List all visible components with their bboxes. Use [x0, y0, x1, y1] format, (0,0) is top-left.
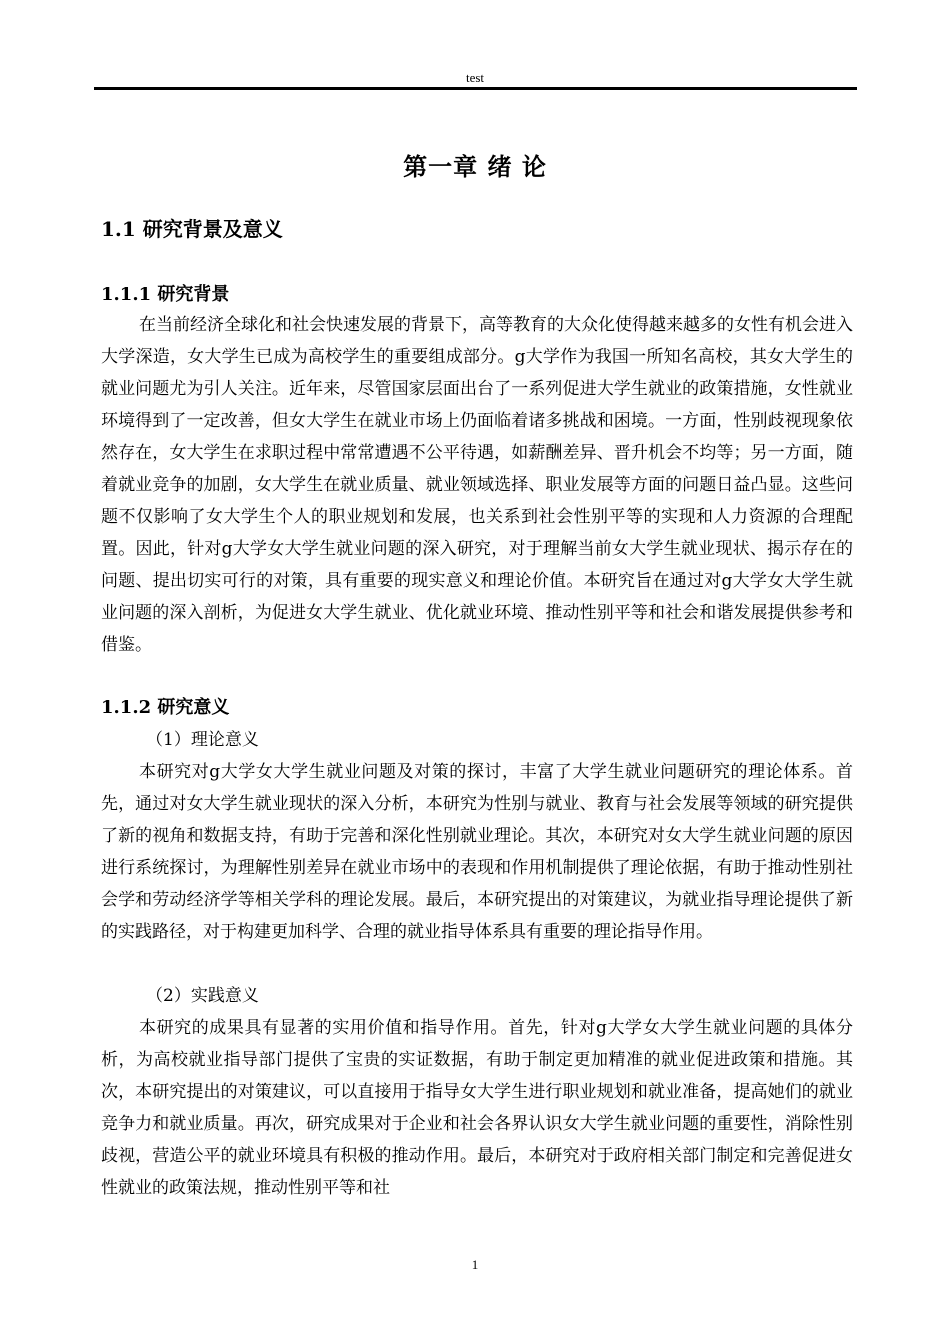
section-heading-1-1: 1.1 研究背景及意义 — [101, 217, 283, 241]
section-heading-1-1-1: 1.1.1 研究背景 — [101, 284, 230, 305]
theory-significance-label: （1）理论意义 — [146, 730, 259, 750]
section-heading-1-1-2: 1.1.2 研究意义 — [101, 697, 230, 718]
practice-paragraph: 本研究的成果具有显著的实用价值和指导作用。首先，针对g大学女大学生就业问题的具体分析，为高校就业指导部门提供了宝贵的实证数据，有助于制定更加精准的就业促进政策和措施。其次，本研究提出的对策建议，可以直接用于指导女大学生进行职业规划和就业准备，提高她们的就业竞争力和就业质量。再次，研究成果对于企业和社会各界认识女大学生就业问题的重要性，消除性别歧视，营造公平的就业环境具有积极的推动作用。最后，本研究对于政府相关部门制定和完善促进女性就业的政策法规，推动性别平等和社 — [101, 1018, 853, 1198]
chapter-title: 第一章 绪 论 — [403, 152, 547, 181]
page-number: 1 — [471, 1257, 479, 1272]
theory-paragraph: 本研究对g大学女大学生就业问题及对策的探讨，丰富了大学生就业问题研究的理论体系。首先，通过对女大学生就业现状的深入分析，本研究为性别与就业、教育与社会发展等领域的研究提供了新的视角和数据支持，有助于完善和深化性别就业理论。其次，本研究对女大学生就业问题的原因进行系统探讨，为理解性别差异在就业市场中的表现和作用机制提供了理论依据，有助于推动性别社会学和劳动经济学等相关学科的理论发展。最后，本研究提出的对策建议，为就业指导理论提供了新的实践路径，对于构建更加科学、合理的就业指导体系具有重要的理论指导作用。 — [101, 762, 853, 942]
page-header: test — [465, 70, 485, 85]
background-paragraph: 在当前经济全球化和社会快速发展的背景下，高等教育的大众化使得越来越多的女性有机会进入大学深造，女大学生已成为高校学生的重要组成部分。g大学作为我国一所知名高校，其女大学生的就业问题尤为引人关注。近年来，尽管国家层面出台了一系列促进大学生就业的政策措施，女性就业环境得到了一定改善，但女大学生在就业市场上仍面临着诸多挑战和困境。一方面，性别歧视现象依然存在，女大学生在求职过程中常常遭遇不公平待遇，如薪酬差异、晋升机会不均等；另一方面，随着就业竞争的加剧，女大学生在就业质量、就业领域选择、职业发展等方面的问题日益凸显。这些问题不仅影响了女大学生个人的职业规划和发展，也关系到社会性别平等的实现和人力资源的合理配置。因此，针对g大学女大学生就业问题的深入研究，对于理解当前女大学生就业现状、揭示存在的问题、提出切实可行的对策，具有重要的现实意义和理论价值。本研究旨在通过对g大学女大学生就业问题的深入剖析，为促进女大学生就业、优化就业环境、推动性别平等和社会和谐发展提供参考和借鉴。 — [101, 315, 853, 655]
header-divider — [94, 87, 857, 90]
practice-significance-label: （2）实践意义 — [146, 986, 259, 1006]
